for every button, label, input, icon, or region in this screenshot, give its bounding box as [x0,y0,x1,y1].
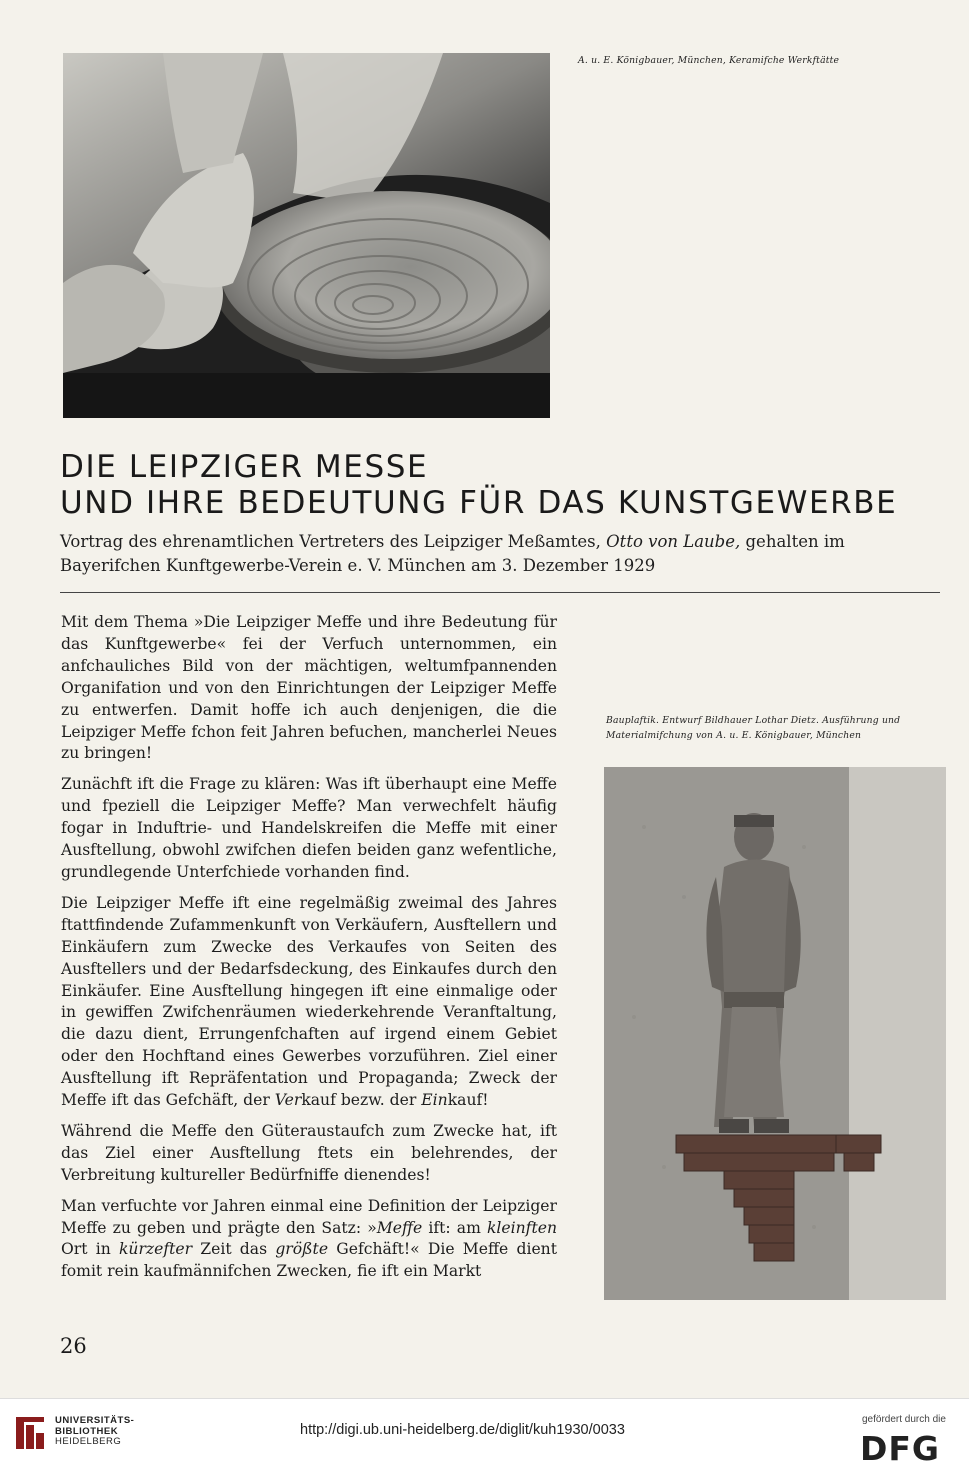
sculpture-photo-caption [606,713,946,743]
university-library-logo-icon [14,1415,48,1451]
paragraph-3-text-end: kauf! [447,1091,489,1110]
digitization-footer [0,1398,969,1474]
paragraph-4: Während die Meffe den Güteraustaufch zum Zwecke hat, ift das Ziel einer Ausftellung ftets ein belehrendes, der Verbreitung kultureller Bedürfniffe dienendes! [61,1121,557,1184]
uni-name-line-1: UNIVERSITÄTS- [55,1415,135,1426]
paragraph-5-text-a: Man verfuchte vor Jahren einmal eine Definition der Leipziger Meffe zu geben und prägte den Satz: » [61,1196,557,1237]
sculpture-caption-line-2: Materialmifchung von A. u. E. Königbauer, München [606,730,862,741]
dfg-logo: DFG [860,1429,941,1468]
university-library-name [55,1416,134,1448]
paragraph-3-text-mid: kauf bezw. der [301,1091,422,1110]
article-title-line-2: UND IHRE BEDEUTUNG FÜR DAS KUNSTGEWERBE [60,485,898,521]
pottery-photo-illustration [63,53,550,418]
paragraph-5-emph-groesste: größte [275,1240,329,1259]
paragraph-2: Zunächft ift die Frage zu klären: Was ift überhaupt eine Meffe und fpeziell die Leipziger Meffe? Man verwechfelt häufig fogar in Induftrie- und Handelskreifen die Meffe mit einer Ausftellung, obwohl zwifchen diefen beiden ganz wefentliche, grundlegende Unterfchiede vorhanden find. [61,775,557,881]
funding-note: gefördert durch die [862,1414,946,1425]
article-subtitle [60,530,940,578]
uni-name-line-3: HEIDELBERG [55,1436,122,1447]
digital-copy-link[interactable]: http://digi.ub.uni-heidelberg.de/diglit/kuh1930/0033 [300,1422,625,1438]
paragraph-5-emph-kuerzester: kürzefter [118,1240,193,1259]
uni-name-line-2: BIBLIOTHEK [55,1425,119,1437]
paragraph-3-text: Die Leipziger Meffe ift eine regelmäßig zweimal des Jahres ftattfindende Zufammenkunft von Verkäufern, Ausftellern und Einkäufern zum Zwecke des Verkaufes von Seiten des Ausftellers und der Bedarfsdeckung, des Einkaufes durch den Einkäufer. Eine Ausftellung hingegen ift eine einmalige oder in gewiffen Zwifchenräumen wiederkehrende Veranftaltung, die dazu dient, Errungenfchaften auf irgend einem Gebiet oder den Hochftand eines Gewerbes vorzuführen. Ziel einer Ausftellung ift Repräfentation und Propaganda; Zweck der Meffe ift das Gefchäft, der [61,893,557,1110]
sculpture-photo-illustration [604,767,946,1300]
article-body [61,612,557,1292]
paragraph-5-text-d: Zeit das [192,1240,276,1259]
article-title-line-1: DIE LEIPZIGER MESSE [60,449,429,485]
paragraph-3 [61,893,557,1112]
paragraph-5-text-b: ift: am [422,1218,487,1237]
subtitle-part-2: gehalten im Bayerifchen Kunftgewerbe-Verein e. V. München am 3. Dezember 1929 [60,532,845,575]
sculpture-caption-line-1: Bauplaftik. Entwurf Bildhauer Lothar Dietz. Ausführung und [606,715,901,726]
paragraph-5 [61,1196,557,1284]
paragraph-5-text-c: Ort in [61,1240,119,1259]
paragraph-3-emph-ver: Ver [274,1091,302,1110]
paragraph-5-emph-kleinsten: kleinften [486,1218,557,1237]
paragraph-5-text-e: Gefchäft!« Die Meffe dient fomit rein kaufmännifchen Zwecken, fie ift ein Markt [61,1240,557,1281]
top-photo-caption: A. u. E. Königbauer, München, Keramifche Werkftätte [578,55,840,66]
page-number: 26 [60,1334,87,1358]
subtitle-part-1: Vortrag des ehrenamtlichen Vertreters des Leipziger Meßamtes, [60,532,607,551]
paragraph-1: Mit dem Thema »Die Leipziger Meffe und ihre Bedeutung für das Kunftgewerbe« fei der Verfuch unternommen, ein anfchauliches Bild von der mächtigen, weltumfpannenden Organifation und von den Einrichtungen der Leipziger Meffe zu entwerfen. Damit hoffe ich auch denjenigen, die die Leipziger Meffe fchon feit Jahren befuchen, mancherlei Neues zu bringen! [61,613,557,763]
paragraph-3-emph-ein: Ein [421,1091,448,1110]
sculpture-photo [604,767,946,1300]
pottery-photo [63,53,550,418]
subtitle-speaker: Otto von Laube, [606,532,741,551]
paragraph-5-emph-messe: Meffe [376,1218,423,1237]
horizontal-rule [60,592,940,593]
